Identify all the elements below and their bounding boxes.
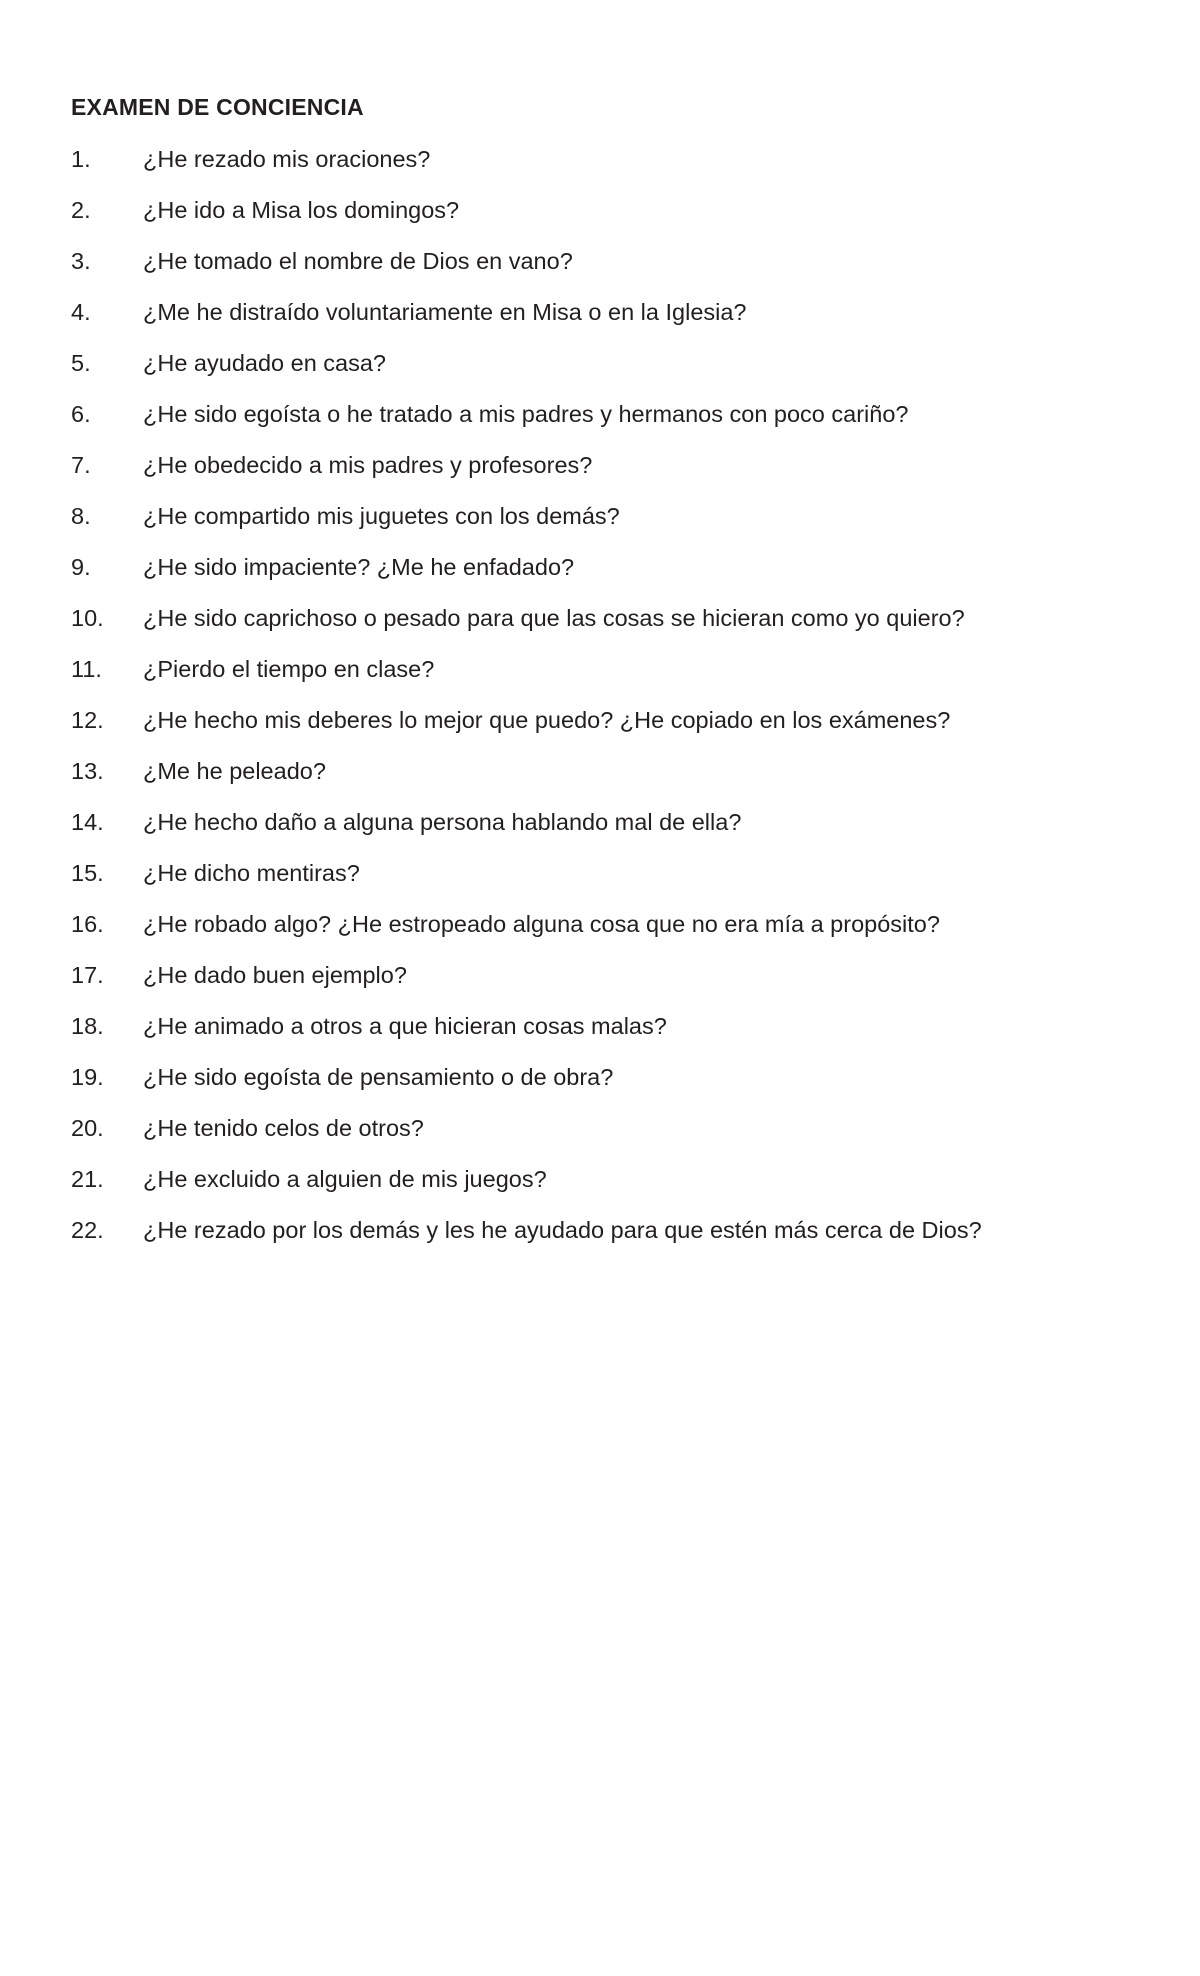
question-number: 14. [71,809,104,835]
question-text: ¿He robado algo? ¿He estropeado alguna cosa que no era mía a propósito? [143,911,940,937]
question-number: 4. [71,299,91,325]
document-title: EXAMEN DE CONCIENCIA [71,94,364,120]
question-number: 15. [71,860,104,886]
question-text: ¿He compartido mis juguetes con los demás? [143,503,620,529]
question-number: 1. [71,146,91,172]
question-text: ¿He animado a otros a que hicieran cosas malas? [143,1013,667,1039]
question-number: 6. [71,401,91,427]
question-text: ¿Pierdo el tiempo en clase? [143,656,435,682]
question-text: ¿He ayudado en casa? [143,350,386,376]
question-text: ¿He sido egoísta de pensamiento o de obra? [143,1064,614,1090]
question-text: ¿He dado buen ejemplo? [143,962,407,988]
question-number: 17. [71,962,104,988]
question-text: ¿He sido egoísta o he tratado a mis padres y hermanos con poco cariño? [143,401,909,427]
question-number: 12. [71,707,104,733]
question-text: ¿He rezado mis oraciones? [143,146,431,172]
question-number: 20. [71,1115,104,1141]
question-text: ¿He hecho mis deberes lo mejor que puedo? ¿He copiado en los exámenes? [143,707,951,733]
question-number: 11. [71,656,102,682]
question-text: ¿He obedecido a mis padres y profesores? [143,452,593,478]
question-number: 2. [71,197,91,223]
question-text: ¿He ido a Misa los domingos? [143,197,460,223]
question-text: ¿He hecho daño a alguna persona hablando mal de ella? [143,809,742,835]
question-text: ¿Me he peleado? [143,758,326,784]
question-text: ¿He rezado por los demás y les he ayudado para que estén más cerca de Dios? [143,1217,982,1243]
question-number: 5. [71,350,91,376]
question-number: 13. [71,758,104,784]
question-number: 22. [71,1217,104,1243]
question-number: 9. [71,554,91,580]
question-text: ¿He tenido celos de otros? [143,1115,424,1141]
question-text: ¿He sido impaciente? ¿Me he enfadado? [143,554,575,580]
question-text: ¿He dicho mentiras? [143,860,360,886]
question-text: ¿He sido caprichoso o pesado para que las cosas se hicieran como yo quiero? [143,605,965,631]
question-number: 8. [71,503,91,529]
question-text: ¿Me he distraído voluntariamente en Misa o en la Iglesia? [143,299,747,325]
question-number: 7. [71,452,91,478]
question-number: 16. [71,911,104,937]
question-text: ¿He excluido a alguien de mis juegos? [143,1166,547,1192]
question-number: 10. [71,605,104,631]
question-number: 19. [71,1064,104,1090]
question-number: 21. [71,1166,104,1192]
question-number: 18. [71,1013,104,1039]
question-number: 3. [71,248,91,274]
question-text: ¿He tomado el nombre de Dios en vano? [143,248,573,274]
